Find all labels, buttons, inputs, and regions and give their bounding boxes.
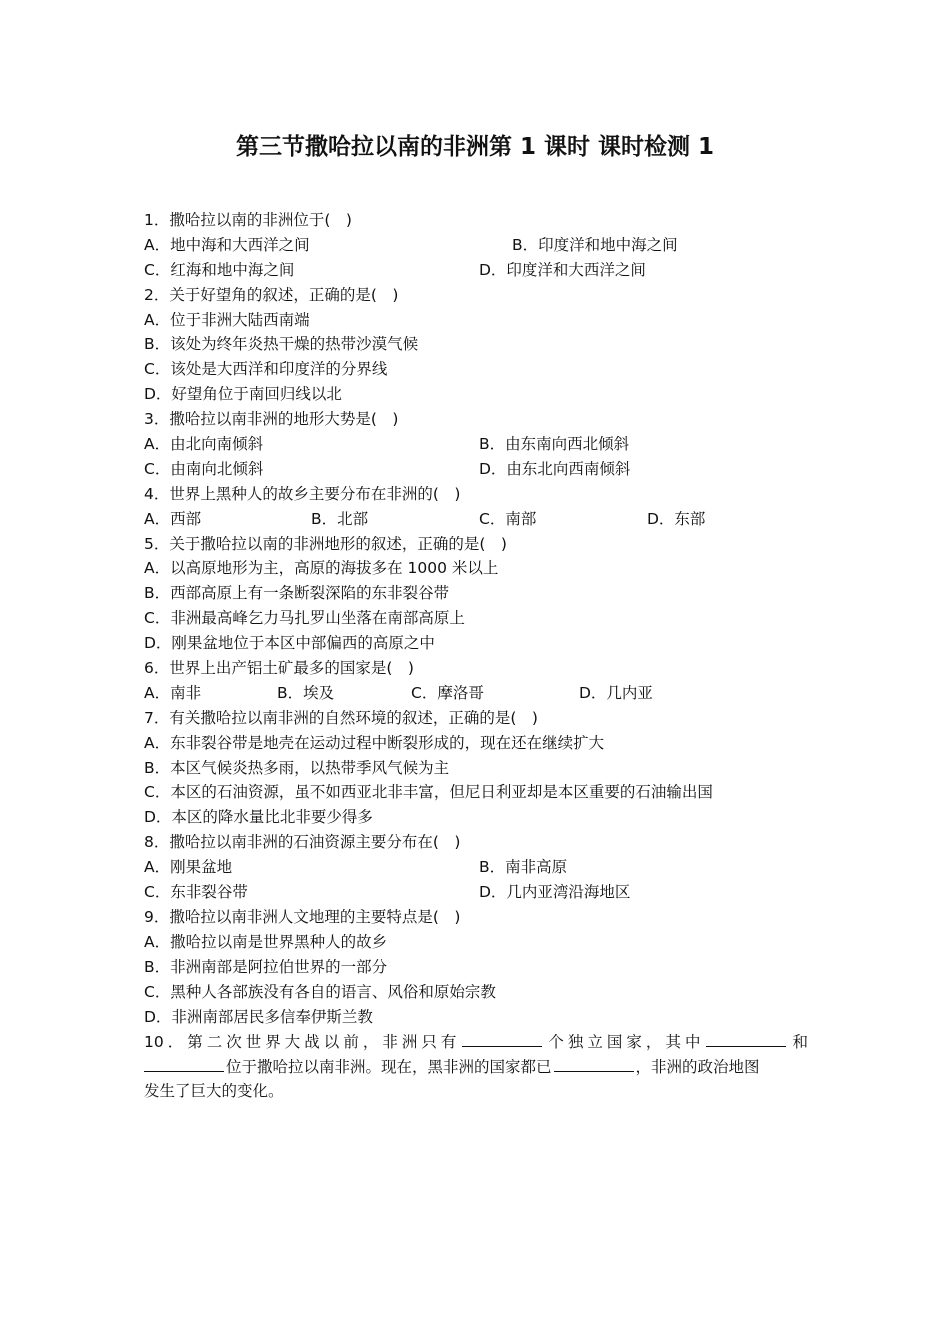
option: D．几内亚 [579,683,653,702]
option: B．南非高原 [479,858,568,877]
fill-in-question [144,1029,808,1104]
option-row [144,457,808,482]
option: B．本区气候炎热多雨，以热带季风气候为主 [144,758,450,777]
option: B．由东南向西北倾斜 [479,435,630,454]
fill-in-text: 位于撒哈拉以南非洲。现在，黑非洲的国家都已 [226,1058,552,1077]
answer-blank[interactable] [144,1054,224,1072]
option-row [144,233,808,258]
option: C．红海和地中海之间 [144,260,295,279]
question-stem: 9．撒哈拉以南非洲人文地理的主要特点是( ) [144,907,461,926]
option: A．东非裂谷带是地壳在运动过程中断裂形成的，现在还在继续扩大 [144,733,605,752]
option: A．西部 [144,509,202,528]
option: B．埃及 [277,683,335,702]
option: D．几内亚湾沿海地区 [479,883,631,902]
option: B．北部 [311,509,369,528]
option: C．本区的石油资源，虽不如西亚北非丰富，但尼日利亚却是本区重要的石油输出国 [144,783,713,802]
option-row [144,507,808,532]
option: D．东部 [647,509,706,528]
option-row [144,855,808,880]
option: D．好望角位于南回归线以北 [144,385,342,404]
option: A．地中海和大西洋之间 [144,235,310,254]
option: B．非洲南部是阿拉伯世界的一部分 [144,957,388,976]
answer-blank[interactable] [706,1029,786,1047]
option: D．印度洋和大西洋之间 [479,260,646,279]
fill-in-line [144,1029,808,1054]
question-stem: 1．撒哈拉以南的非洲位于( ) [144,211,352,229]
option-row [144,880,808,905]
option: B．西部高原上有一条断裂深陷的东非裂谷带 [144,584,450,603]
option: A．南非 [144,683,202,702]
question-stem: 6．世界上出产铝土矿最多的国家是( ) [144,659,414,678]
option: D．本区的降水量比北非要少得多 [144,808,373,827]
option: C．该处是大西洋和印度洋的分界线 [144,360,388,379]
fill-in-text: 和 [788,1033,808,1052]
fill-in-text: 10．第二次世界大战以前，非洲只有 [144,1033,461,1052]
option: A．由北向南倾斜 [144,435,264,454]
fill-in-line [144,1054,808,1079]
question-stem: 4．世界上黑种人的故乡主要分布在非洲的( ) [144,484,461,503]
option: C．黑种人各部族没有各自的语言、风俗和原始宗教 [144,982,496,1001]
option: D．非洲南部居民多信奉伊斯兰教 [144,1007,373,1026]
option: D．由东北向西南倾斜 [479,459,631,478]
option: A．刚果盆地 [144,858,233,877]
option: C．东非裂谷带 [144,883,248,902]
fill-in-line: 发生了巨大的变化。 [144,1082,284,1101]
answer-blank[interactable] [462,1029,542,1047]
option-row [144,258,808,283]
question-stem: 3．撒哈拉以南非洲的地形大势是( ) [144,410,399,429]
option: C．摩洛哥 [411,683,484,702]
option: A．位于非洲大陆西南端 [144,310,310,329]
option-row [144,681,808,706]
option: C．由南向北倾斜 [144,459,264,478]
question-list [144,208,808,1104]
option-row [144,432,808,457]
answer-blank[interactable] [554,1054,634,1072]
question-stem: 2．关于好望角的叙述，正确的是( ) [144,285,399,304]
option: B．印度洋和地中海之间 [512,235,678,254]
fill-in-text: 个独立国家，其中 [544,1033,705,1052]
question-stem: 7．有关撒哈拉以南非洲的自然环境的叙述，正确的是( ) [144,708,538,727]
option: B．该处为终年炎热干燥的热带沙漠气候 [144,335,419,354]
option: C．非洲最高峰乞力马扎罗山坐落在南部高原上 [144,609,465,628]
fill-in-text: ，非洲的政治地图 [635,1058,760,1077]
question-stem: 8．撒哈拉以南非洲的石油资源主要分布在( ) [144,833,461,852]
page-title: 第三节撒哈拉以南的非洲第 1 课时 课时检测 1 [235,134,715,160]
option: C．南部 [479,509,537,528]
option: A．撒哈拉以南是世界黑种人的故乡 [144,932,388,951]
option: A．以高原地形为主，高原的海拔多在 1000 米以上 [144,559,499,578]
question-stem: 5．关于撒哈拉以南的非洲地形的叙述，正确的是( ) [144,534,507,553]
option: D．刚果盆地位于本区中部偏西的高原之中 [144,634,435,653]
